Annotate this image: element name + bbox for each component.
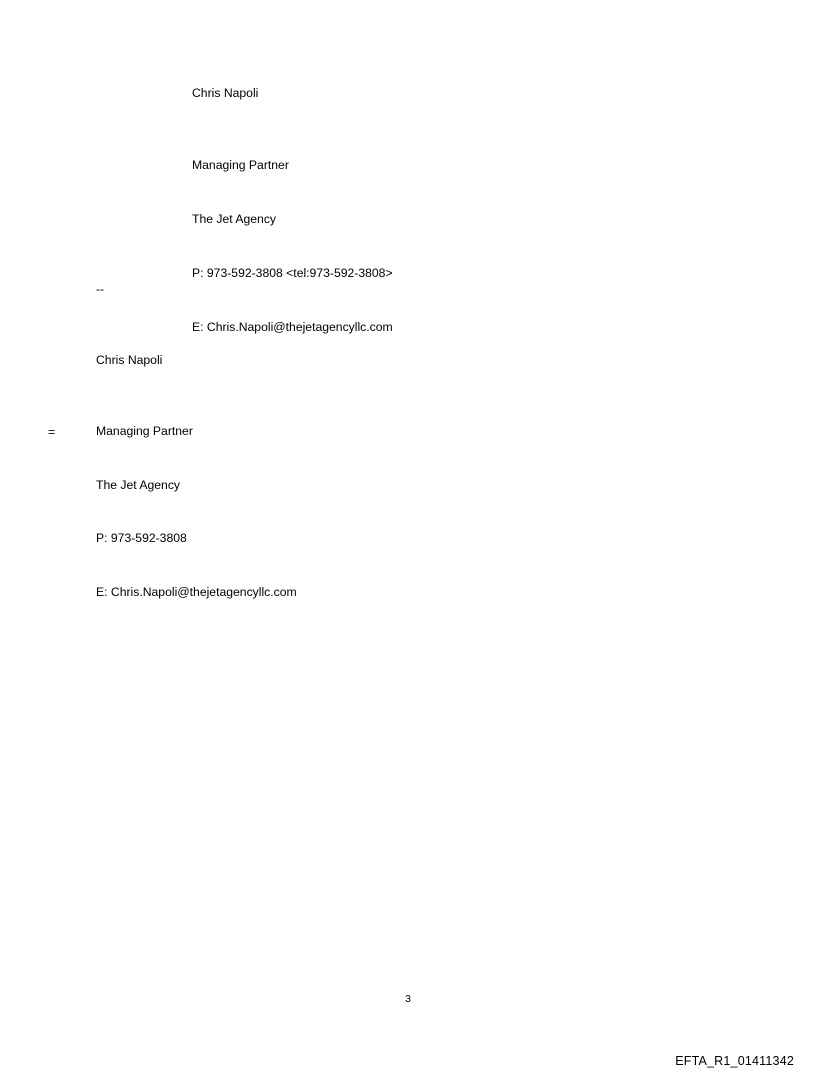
stray-equals-mark: = bbox=[48, 425, 56, 439]
signature-name: Chris Napoli bbox=[96, 352, 163, 367]
signature-company: The Jet Agency bbox=[192, 212, 277, 226]
page-number: 3 bbox=[405, 993, 411, 1005]
signature-title: Managing Partner bbox=[96, 424, 193, 439]
bates-number-stamp: EFTA_R1_01411342 bbox=[675, 1054, 794, 1068]
signature-email: E: Chris.Napoli@thejetagencyllc.com bbox=[192, 320, 393, 334]
signature-phone: P: 973-592-3808 bbox=[96, 531, 187, 546]
signature-company: The Jet Agency bbox=[96, 477, 181, 492]
email-signature-block-second bbox=[96, 245, 297, 637]
signature-separator: -- bbox=[96, 281, 105, 296]
signature-title: Managing Partner bbox=[192, 158, 289, 172]
signature-email: E: Chris.Napoli@thejetagencyllc.com bbox=[96, 584, 297, 599]
signature-name: Chris Napoli bbox=[192, 86, 259, 100]
signature-phone: P: 973-592-3808 <tel:973-592-3808> bbox=[192, 266, 393, 280]
